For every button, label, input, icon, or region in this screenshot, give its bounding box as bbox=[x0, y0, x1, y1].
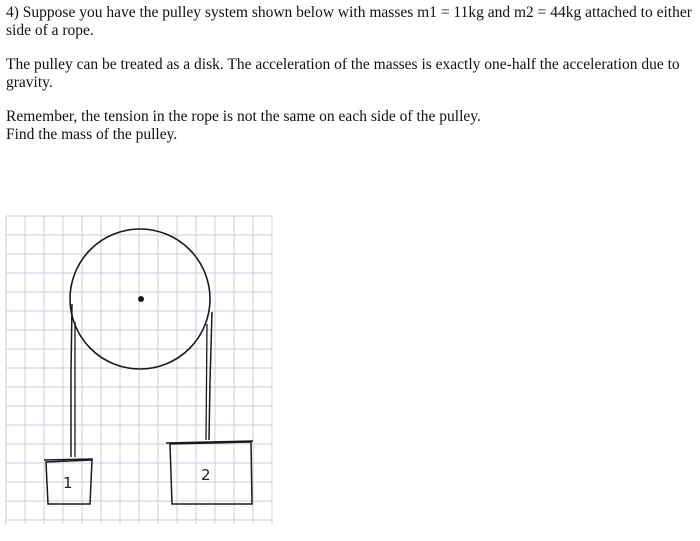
rope-left bbox=[71, 304, 72, 457]
pulley-sketch bbox=[0, 212, 290, 532]
problem-statement bbox=[6, 4, 696, 144]
mass-1-box-top bbox=[44, 459, 93, 460]
problem-paragraph-3-line-1: Remember, the tension in the rope is not the same on each side of the pulley. bbox=[6, 108, 481, 125]
problem-paragraph-1: 4) Suppose you have the pulley system shown below with masses m1 = 11kg and m2 = 44kg attached to either side of a rope. bbox=[6, 4, 692, 39]
mass-2-box bbox=[170, 442, 252, 504]
mass-1-label: 1 bbox=[63, 474, 73, 492]
mass-2-label: 2 bbox=[201, 466, 211, 484]
problem-paragraph-2: The pulley can be treated as a disk. The acceleration of the masses is exactly one-half the acceleration due to gravity. bbox=[6, 56, 680, 91]
problem-paragraph-3-line-2: Find the mass of the pulley. bbox=[6, 126, 178, 143]
graph-paper-grid bbox=[6, 216, 272, 524]
pulley-diagram bbox=[0, 212, 290, 532]
rope-right-guide bbox=[206, 324, 207, 440]
pulley-axle bbox=[138, 296, 144, 302]
rope-right bbox=[209, 312, 212, 440]
